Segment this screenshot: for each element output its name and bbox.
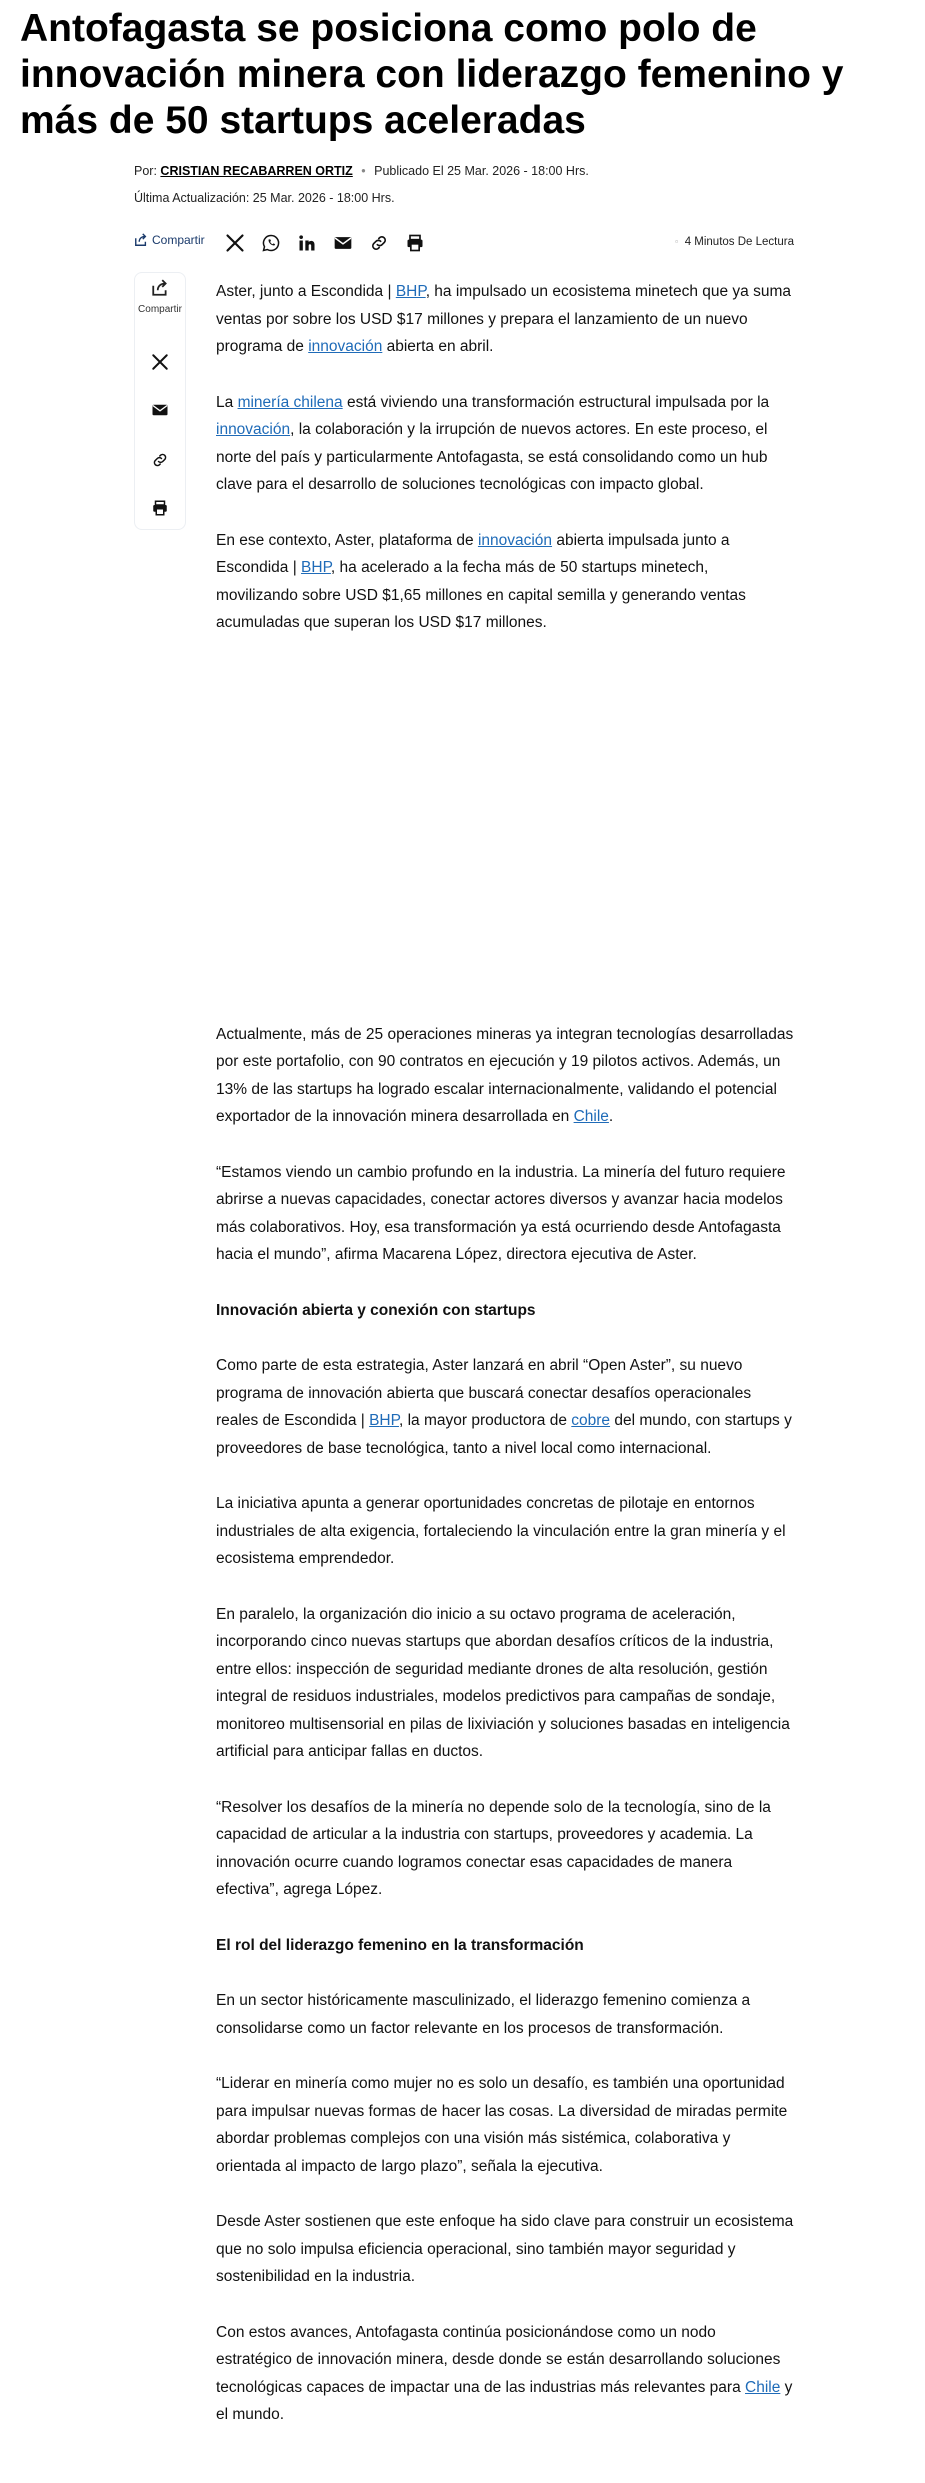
linkedin-icon[interactable] bbox=[294, 230, 320, 256]
link-innovacion[interactable]: innovación bbox=[308, 338, 383, 355]
byline-prefix: Por: bbox=[134, 164, 157, 178]
paragraph-4: Actualmente, más de 25 operaciones mineras ya integran tecnologías desarrolladas por este portafolio, con 90 contratos en ejecución y 19 pilotos activos. Además, un 13% de las startups ha logrado escalar internacionalmente, validando el potencial exportador de la innovación minera desarrollada en Chile. bbox=[216, 1025, 794, 1125]
paragraph-2: La minería chilena está viviendo una transformación estructural impulsada por la innovación, la colaboración y la irrupción de nuevos actores. En este proceso, el norte del país y particularmente Antofagasta, se está consolidando como un hub clave para el desarrollo de soluciones tecnológicas con impacto global. bbox=[216, 393, 770, 493]
rail-email-icon[interactable] bbox=[135, 401, 185, 419]
byline bbox=[134, 164, 589, 178]
paragraph-5: “Estamos viendo un cambio profundo en la industria. La minería del futuro requiere abrirse a nuevas capacidades, conectar actores diversos y avanzar hacia modelos más colaborativos. Hoy, esa transformación ya está ocurriendo desde Antofagasta hacia el mundo”, afirma Macarena López, directora ejecutiva de Aster. bbox=[216, 1163, 786, 1263]
read-time-label: 4 Minutos De Lectura bbox=[684, 236, 794, 248]
whatsapp-icon[interactable] bbox=[258, 230, 284, 256]
share-icon bbox=[151, 279, 169, 297]
updated-date: Última Actualización: 25 Mar. 2026 - 18:00 Hrs. bbox=[134, 191, 395, 205]
headline: Antofagasta se posiciona como polo de innovación minera con liderazgo femenino y más de 50 startups aceleradas bbox=[20, 7, 844, 142]
share-rail bbox=[134, 272, 186, 530]
paragraph-12: Desde Aster sostienen que este enfoque ha sido clave para construir un ecosistema que no solo impulsa eficiencia operacional, sino también mayor seguridad y sostenibilidad en la industria. bbox=[216, 2213, 794, 2285]
rail-print-icon[interactable] bbox=[135, 499, 185, 517]
article-body bbox=[216, 278, 794, 2457]
author-link[interactable]: CRISTIAN RECABARREN ORTIZ bbox=[160, 164, 353, 178]
link-mineria-chilena[interactable]: minería chilena bbox=[237, 393, 343, 411]
email-icon[interactable] bbox=[330, 230, 356, 256]
link-innovacion[interactable]: innovación bbox=[216, 421, 291, 438]
print-icon[interactable] bbox=[402, 230, 428, 256]
byline-separator: • bbox=[361, 164, 366, 178]
share-bar bbox=[134, 230, 794, 256]
link-bhp[interactable]: BHP bbox=[395, 283, 426, 300]
share-label: Compartir bbox=[152, 233, 205, 247]
paragraph-11: “Liderar en minería como mujer no es solo un desafío, es también una oportunidad para impulsar nuevas formas de hacer las cosas. La diversidad de miradas permite abordar problemas complejos con una visión más sistémica, colaborativa y orientada al impacto de largo plazo”, señala la ejecutiva. bbox=[216, 2075, 788, 2175]
share-icon bbox=[134, 233, 148, 247]
paragraph-3: En ese contexto, Aster, plataforma de innovación abierta impulsada junto a Escondida | BHP, ha acelerado a la fecha más de 50 startups minetech, movilizando sobre USD $1,65 millones en capital semilla y generando ventas acumuladas que superan los USD $17 millones. bbox=[216, 531, 746, 631]
subheading-innovacion: Innovación abierta y conexión con startups bbox=[216, 1301, 536, 1319]
link-cobre[interactable]: cobre bbox=[571, 1412, 611, 1429]
paragraph-10: En un sector históricamente masculinizado, el liderazgo femenino comienza a consolidarse como un factor relevante en los procesos de transformación. bbox=[216, 1992, 751, 2037]
subheading-liderazgo: El rol del liderazgo femenino en la transformación bbox=[216, 1936, 584, 1954]
paragraph-7: La iniciativa apunta a generar oportunidades concretas de pilotaje en entornos industriales de alta exigencia, fortaleciendo la vinculación entre la gran minería y el ecosistema emprendedor. bbox=[216, 1495, 786, 1567]
link-chile[interactable]: Chile bbox=[745, 2378, 781, 2396]
link-innovacion[interactable]: innovación bbox=[477, 531, 553, 549]
paragraph-6: Como parte de esta estrategia, Aster lanzará en abril “Open Aster”, su nuevo programa de innovación abierta que buscará conectar desafíos operacionales reales de Escondida | BHP, la mayor productora de cobre del mundo, con startups y proveedores de base tecnológica, tanto a nivel local como internacional. bbox=[216, 1357, 792, 1457]
link-icon[interactable] bbox=[366, 230, 392, 256]
read-time bbox=[675, 236, 794, 248]
rail-link-icon[interactable] bbox=[135, 451, 185, 469]
link-chile[interactable]: Chile bbox=[573, 1108, 609, 1125]
ad-placeholder bbox=[216, 665, 794, 1021]
link-bhp[interactable]: BHP bbox=[369, 1412, 399, 1429]
paragraph-1: Aster, junto a Escondida | BHP, ha impulsado un ecosistema minetech que ya suma ventas por sobre los USD $17 millones y prepara el lanzamiento de un nuevo programa de innovación abierta en abril. bbox=[216, 283, 791, 355]
rail-x-icon[interactable] bbox=[135, 353, 185, 371]
share-button[interactable] bbox=[134, 233, 205, 247]
published-date: Publicado El 25 Mar. 2026 - 18:00 Hrs. bbox=[374, 164, 589, 178]
paragraph-8: En paralelo, la organización dio inicio a su octavo programa de aceleración, incorporando cinco nuevas startups que abordan desafíos críticos de la industria, entre ellos: inspección de seguridad mediante drones de alta resolución, gestión integral de residuos industriales, modelos predictivos para campañas de sondaje, monitoreo multisensorial en pilas de lixiviación y soluciones basadas en inteligencia artificial para anticipar fallas en ductos. bbox=[216, 1605, 790, 1760]
paragraph-9: “Resolver los desafíos de la minería no depende solo de la tecnología, sino de la capacidad de articular a la industria con startups, proveedores y academia. La innovación ocurre cuando logramos conectar esas capacidades de manera efectiva”, agrega López. bbox=[216, 1798, 771, 1898]
link-bhp[interactable]: BHP bbox=[301, 559, 331, 576]
rail-share-label: Compartir bbox=[138, 304, 182, 315]
clock-icon: ◦ bbox=[674, 236, 679, 248]
rail-share-button[interactable] bbox=[135, 279, 185, 315]
x-icon[interactable] bbox=[222, 230, 248, 256]
paragraph-13: Con estos avances, Antofagasta continúa posicionándose como un nodo estratégico de innovación minera, desde donde se están desarrollando soluciones tecnológicas capaces de impactar una de las industrias más relevantes para Chile y el mundo. bbox=[216, 2323, 793, 2423]
